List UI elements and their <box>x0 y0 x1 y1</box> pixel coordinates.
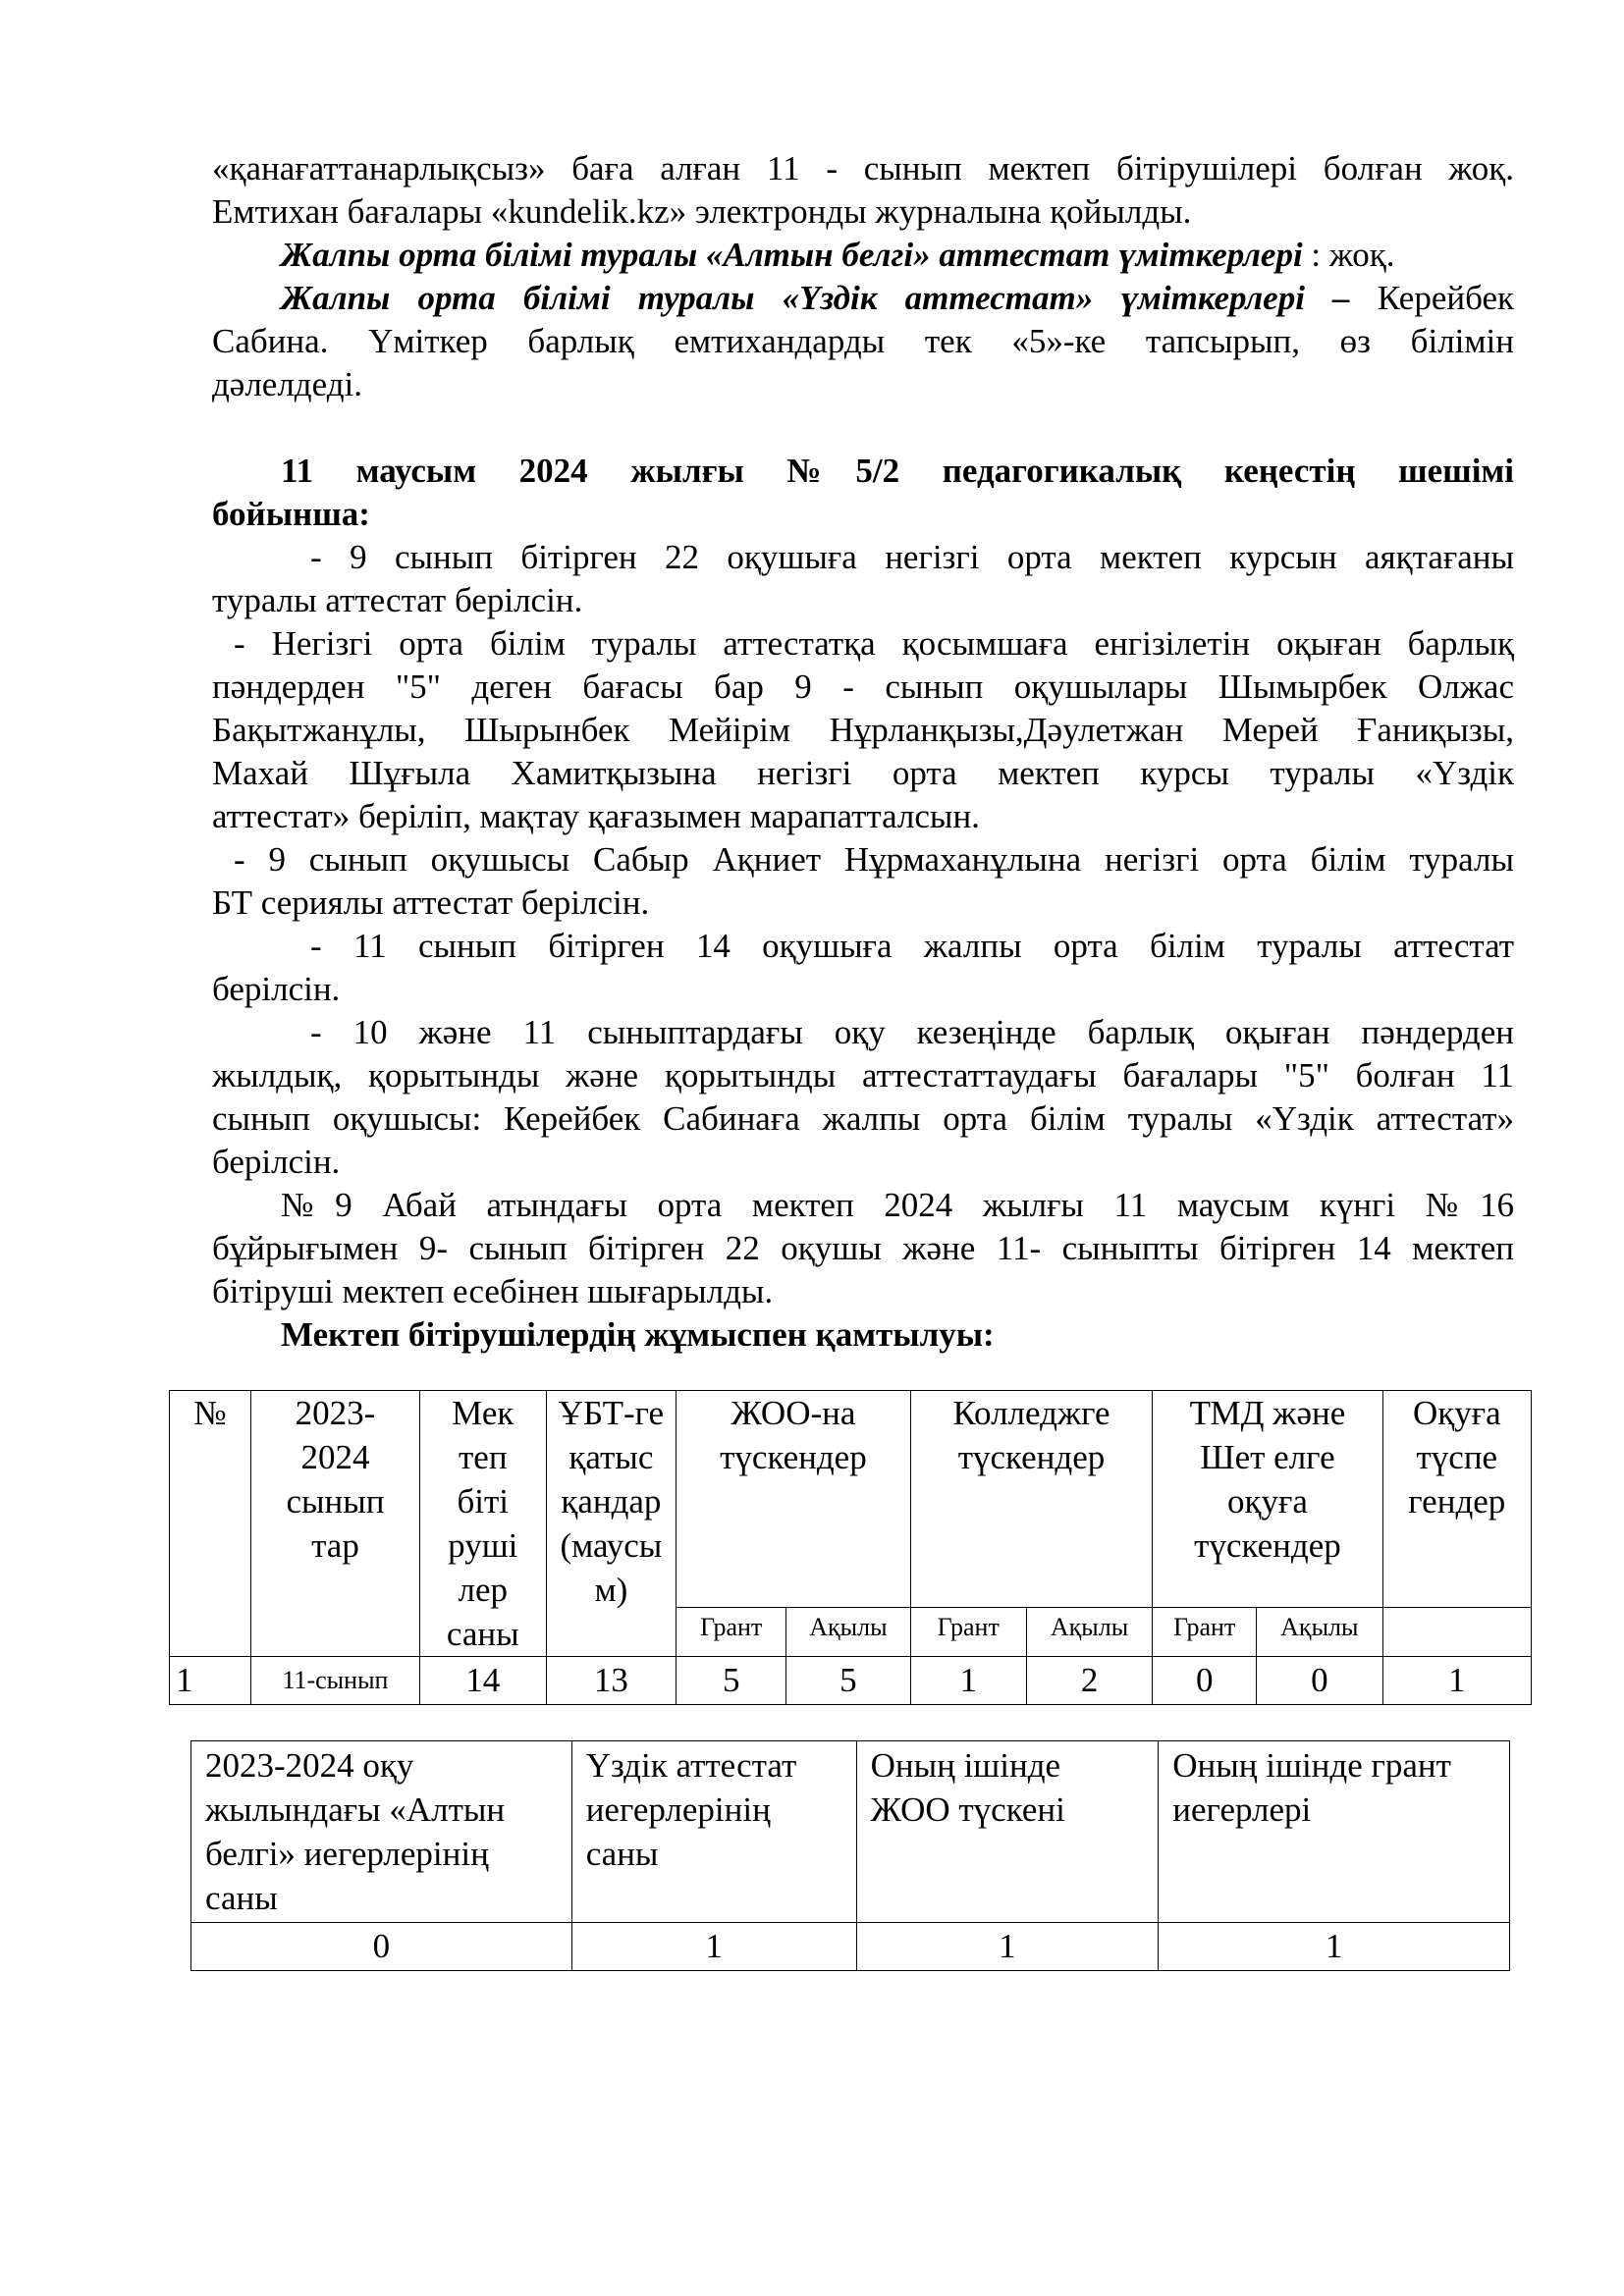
header-year: 2023- 2024 сынып тар <box>250 1391 419 1657</box>
text-line: дәлелдеді. <box>212 365 362 403</box>
text-line: «қанағаттанарлықсыз» баға алған 11 - сынып мектеп бітірушілері болған жоқ. <box>212 149 1514 187</box>
table-row <box>170 1657 1532 1705</box>
cell-college-paid: 2 <box>1026 1657 1153 1705</box>
cell-abroad-grant: 0 <box>1153 1657 1257 1705</box>
header-university: ЖОО-на түскендер <box>677 1391 910 1608</box>
text-line: аттестат» беріліп, мақтау қағазымен марапатталсын. <box>212 797 980 835</box>
cell-number: 1 <box>170 1657 251 1705</box>
golden-sign-value: : жоқ. <box>1302 236 1395 274</box>
text-line: БТ сериялы аттестат берілсін. <box>212 883 650 922</box>
cell-best-certificate: 1 <box>571 1923 856 1971</box>
best-certificate-label: Жалпы орта білімі туралы «Үздік аттестат» үміткерлері – <box>281 279 1350 317</box>
header-abroad-paid: Ақылы <box>1257 1607 1383 1656</box>
text-line: бітіруші мектеп есебінен шығарылды. <box>212 1272 774 1310</box>
text-line: сынып оқушысы: Керейбек Сабинаға жалпы орта білім туралы «Үздік аттестат» <box>212 1099 1514 1138</box>
golden-sign-paragraph <box>212 234 1514 277</box>
text-line: берілсін. <box>212 970 341 1008</box>
cell-graduates: 14 <box>420 1657 547 1705</box>
text-line: Махай Шұғыла Хамитқызына негізгі орта мектеп курсы туралы «Үздік <box>212 754 1514 792</box>
header-ubt: ҰБТ-ге қатыс қандар (маусы м) <box>546 1391 677 1657</box>
header-college-paid: Ақылы <box>1026 1607 1153 1656</box>
text-line: Емтихан бағалары «kundelik.kz» электронды журналына қойылды. <box>212 192 1192 231</box>
cell-college-grant: 1 <box>910 1657 1026 1705</box>
header-abroad-grant: Грант <box>1153 1607 1257 1656</box>
text-line: пәндерден "5" деген бағасы бар 9 - сынып оқушылары Шымырбек Олжас <box>212 667 1514 706</box>
header-not-enrolled-sub <box>1382 1607 1531 1656</box>
cell-golden-sign: 0 <box>191 1923 572 1971</box>
header-college: Колледжге түскендер <box>910 1391 1153 1608</box>
text-line: Бақытжанұлы, Шырынбек Мейірім Нұрланқызы,Дәулетжан Мерей Ғаниқызы, <box>212 711 1514 749</box>
header-graduates: Мек теп біті руші лер саны <box>420 1391 547 1657</box>
header-university-enrolled: Оның ішінде ЖОО түскені <box>856 1741 1159 1923</box>
best-certificate-value: Керейбек <box>1349 279 1514 317</box>
text-line: - 9 сынып оқушысы Сабыр Ақниет Нұрмаханұлына негізгі орта білім туралы <box>234 840 1514 879</box>
golden-sign-label: Жалпы орта білімі туралы «Алтын белгі» аттестат үміткерлері <box>281 236 1303 274</box>
header-not-enrolled: Оқуға түспе гендер <box>1382 1391 1531 1608</box>
council-decision-heading: 11 маусым 2024 жылғы №5/2 педагогикалық кеңестің шешімі <box>281 452 1514 490</box>
text-line: №9 Абай атындағы орта мектеп 2024 жылғы 11 маусым күнгі №16 <box>281 1186 1514 1224</box>
text-line: - 9 сынып бітірген 22 оқушыға негізгі орта мектеп курсын аяқтағаны <box>310 538 1514 576</box>
header-university-grant: Грант <box>677 1607 786 1656</box>
blank-line <box>212 406 1514 450</box>
text-line: туралы аттестат берілсін. <box>212 581 583 619</box>
header-golden-sign: 2023-2024 оқу жылындағы «Алтын белгі» иегерлерінің саны <box>191 1741 572 1923</box>
header-abroad: ТМД және Шет елге оқуға түскендер <box>1153 1391 1382 1608</box>
text-line: - Негізгі орта білім туралы аттестатқа қосымшаға енгізілетін оқыған барлық <box>234 624 1514 663</box>
header-university-paid: Ақылы <box>786 1607 910 1656</box>
text-line: берілсін. <box>212 1143 341 1181</box>
awards-table <box>190 1740 1510 1971</box>
cell-university-enrolled: 1 <box>856 1923 1159 1971</box>
document-body <box>212 147 1514 1357</box>
cell-class: 11-сынып <box>250 1657 419 1705</box>
best-certificate-paragraph <box>212 277 1514 320</box>
council-decision-heading-cont: бойынша: <box>212 495 370 533</box>
cell-university-paid: 5 <box>786 1657 910 1705</box>
cell-university-grant: 5 <box>677 1657 786 1705</box>
cell-grant-holders: 1 <box>1159 1923 1510 1971</box>
table1-title: Мектеп бітірушілердің жұмыспен қамтылуы: <box>281 1315 995 1354</box>
text-line: бұйрығымен 9- сынып бітірген 22 оқушы және 11- сыныпты бітірген 14 мектеп <box>212 1229 1514 1267</box>
header-grant-holders: Оның ішінде грант иегерлері <box>1159 1741 1510 1923</box>
text-line: - 11 сынып бітірген 14 оқушыға жалпы орта білім туралы аттестат <box>310 927 1514 965</box>
employment-table <box>169 1390 1532 1705</box>
cell-ubt: 13 <box>546 1657 677 1705</box>
text-line: Сабина. Үміткер барлық емтихандарды тек «5»-ке тапсырып, өз білімін <box>212 322 1514 360</box>
table-row <box>191 1923 1510 1971</box>
header-college-grant: Грант <box>910 1607 1026 1656</box>
header-best-certificate: Үздік аттестат иегерлерінің саны <box>571 1741 856 1923</box>
cell-abroad-paid: 0 <box>1257 1657 1383 1705</box>
header-number: № <box>170 1391 251 1657</box>
text-line: жылдық, қорытынды және қорытынды аттестаттаудағы бағалары "5" болған 11 <box>212 1056 1514 1095</box>
cell-not-enrolled: 1 <box>1382 1657 1531 1705</box>
text-line: - 10 және 11 сыныптардағы оқу кезеңінде барлық оқыған пәндерден <box>310 1013 1514 1051</box>
